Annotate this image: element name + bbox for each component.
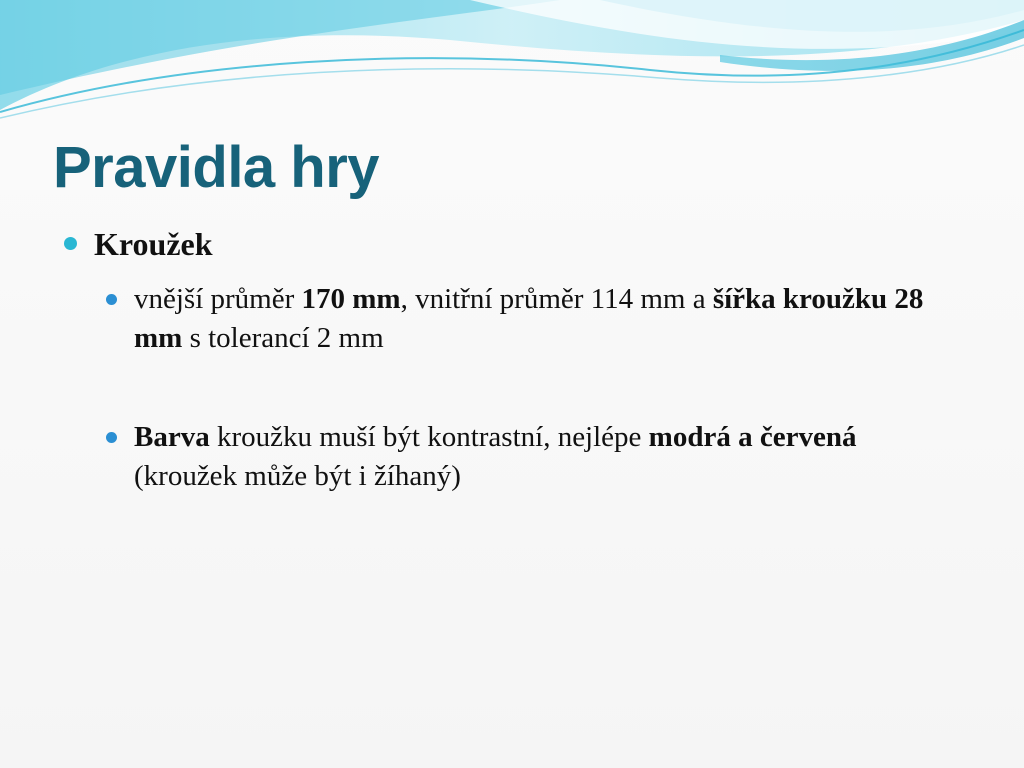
sub-bullet-color-text: [134, 418, 946, 496]
text-run: kroužku muší být kontrastní, nejlépe: [209, 421, 649, 453]
sub-bullet-color: [106, 418, 946, 496]
text-run-bold: modrá a červená: [648, 421, 857, 453]
text-run-bold: Barva: [134, 421, 210, 453]
bullet-level1-text: Kroužek: [94, 226, 213, 262]
sub-bullet-dimensions: [106, 280, 946, 358]
bullet-dot-icon: [106, 432, 117, 443]
text-run: (kroužek může být i žíhaný): [134, 460, 461, 492]
text-run: s tolerancí 2 mm: [182, 322, 384, 354]
decorative-wave-header: [0, 0, 1024, 130]
text-run-bold: šířka kroužku 28 mm: [134, 283, 924, 354]
text-run: vnější průměr: [134, 283, 302, 315]
text-run-bold: 170 mm: [301, 283, 401, 315]
text-run: , vnitřní průměr 114 mm a: [400, 283, 713, 315]
bullet-dot-icon: [106, 294, 117, 305]
sub-bullet-dimensions-text: [134, 280, 946, 358]
bullet-dot-icon: [64, 237, 77, 250]
slide-title: Pravidla hry: [53, 135, 380, 200]
